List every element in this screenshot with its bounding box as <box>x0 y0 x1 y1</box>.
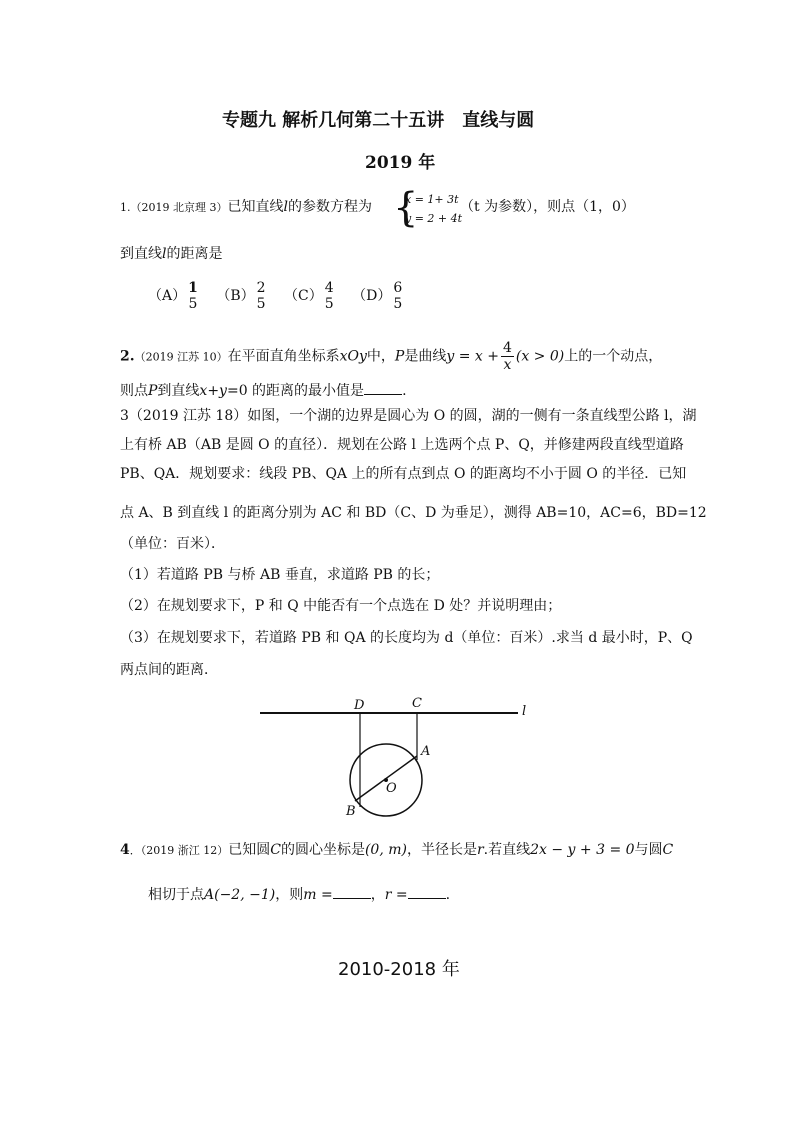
question-4-text: ，则 <box>275 887 304 903</box>
option-label: （C） <box>284 288 323 304</box>
question-2-number: 2. <box>120 348 135 365</box>
option-d[interactable] <box>352 280 404 312</box>
question-1-text: 的距离是 <box>166 246 223 262</box>
question-2-text: 到直线 <box>157 383 200 399</box>
question-4-text: .若直线 <box>483 842 531 858</box>
question-3-line: 3（2019 江苏 18）如图，一个湖的边界是圆心为 O 的圆，湖的一侧有一条直线型公路 l，湖 <box>120 408 697 424</box>
question-2-text: 是曲线 <box>404 348 447 365</box>
option-denominator: 5 <box>393 296 403 312</box>
question-1-text: 到直线 <box>120 246 162 262</box>
question-2-text: 在平面直角坐标系 <box>227 348 340 365</box>
equals-sign: = <box>316 887 333 903</box>
question-2-text: 则点 <box>120 383 148 399</box>
option-numerator: 2 <box>256 280 266 296</box>
radius-symbol: r <box>384 887 392 903</box>
question-1-param: （t 为参数），则点（1，0） <box>460 199 635 215</box>
answer-blank-m[interactable] <box>333 884 371 899</box>
answer-blank-r[interactable] <box>408 884 446 899</box>
option-denominator: 5 <box>188 296 198 312</box>
question-4-number: 4 <box>120 842 130 858</box>
point-p: P <box>394 348 405 365</box>
question-2-text: 上的一个动点， <box>564 348 663 365</box>
section-heading-2019: 2019 年 <box>365 153 436 173</box>
question-3-line: 两点间的距离． <box>120 662 218 678</box>
line-eq: x+y <box>199 383 227 399</box>
option-label: （B） <box>216 288 255 304</box>
point-p: P <box>148 383 158 399</box>
parametric-eq-2: y = 2 + 4t <box>405 212 463 225</box>
label-b: B <box>346 804 356 819</box>
question-4-text: 与圆 <box>634 842 663 858</box>
radius-symbol: r <box>476 842 484 858</box>
lake-road-figure <box>250 688 550 820</box>
line-symbol: l <box>283 199 288 215</box>
label-d: D <box>354 698 365 713</box>
page-title: 专题九 解析几何第二十五讲 直线与圆 <box>222 110 535 131</box>
label-c: C <box>412 696 422 711</box>
option-numerator: 4 <box>324 280 334 296</box>
option-label: （A） <box>148 288 187 304</box>
question-3-line: （3）在规划要求下，若道路 PB 和 QA 的长度均为 d（单位：百米）.求当 d 最小时，P、Q <box>120 630 693 646</box>
question-1-source: 1.（2019 北京理 3） <box>120 201 228 214</box>
label-a: A <box>421 744 431 759</box>
question-4-text: 的圆心坐标是 <box>280 842 365 858</box>
option-denominator: 5 <box>256 296 266 312</box>
question-1-text: 的参数方程为 <box>287 199 372 215</box>
question-2-text: 中， <box>366 348 395 365</box>
frac-denominator: x <box>503 357 512 373</box>
curve-eq-left: y = x + <box>446 348 499 365</box>
point-a: A(−2, −1) <box>204 887 276 903</box>
question-4-text: 已知圆 <box>228 842 271 858</box>
section-heading-2010-2018: 2010-2018 年 <box>338 959 460 980</box>
question-1-options <box>148 280 404 312</box>
circle-center: (0, m) <box>364 842 407 858</box>
parametric-eq-1: x = 1+ 3t <box>405 193 459 206</box>
question-4-text: ， <box>370 887 385 903</box>
question-1-line-2 <box>120 244 222 264</box>
question-4-text: ，半径长是 <box>406 842 477 858</box>
question-4-line-2 <box>148 884 450 905</box>
question-2-line-2 <box>120 380 407 401</box>
frac-numerator: 4 <box>502 340 512 356</box>
label-o: O <box>386 781 397 796</box>
option-a[interactable] <box>148 280 204 312</box>
line-symbol: l <box>162 246 167 262</box>
equals-sign: = <box>391 887 408 903</box>
question-4-source: ．（2019 浙江 12） <box>129 844 229 857</box>
circle-symbol: C <box>270 842 281 858</box>
curve-domain: (x > 0) <box>515 348 565 365</box>
question-2-source: （2019 江苏 10） <box>134 350 228 364</box>
question-3-line: 点 A、B 到直线 l 的距离分别为 AC 和 BD（C、D 为垂足），测得 AB=10，AC=6，BD=12 <box>120 505 707 521</box>
circle-symbol: C <box>662 842 674 858</box>
option-c[interactable] <box>284 280 340 312</box>
question-2-line-1 <box>120 340 662 373</box>
option-b[interactable] <box>216 280 272 312</box>
coord-system: xOy <box>339 348 367 365</box>
line-equation: 2x − y + 3 = 0 <box>530 842 635 858</box>
question-3-line: PB、QA．规划要求：线段 PB、QA 上的所有点到点 O 的距离均不小于圆 O 的半径．已知 <box>120 466 687 482</box>
question-1-text: 已知直线 <box>227 199 284 215</box>
option-denominator: 5 <box>324 296 334 312</box>
question-3-line: （2）在规划要求下，P 和 Q 中能否有一个点选在 D 处？并说明理由； <box>120 598 562 614</box>
parametric-brace: { <box>393 185 419 231</box>
question-4-line-1 <box>120 840 673 861</box>
answer-blank[interactable] <box>364 380 402 395</box>
question-4-text: . <box>445 887 451 903</box>
question-3-line: （1）若道路 PB 与桥 AB 垂直，求道路 PB 的长； <box>120 567 440 583</box>
option-numerator: 1 <box>188 280 198 296</box>
question-2-text: =0 的距离的最小值是 <box>226 383 365 399</box>
question-2-text: . <box>402 383 407 399</box>
question-1-line-1 <box>120 197 372 218</box>
label-l: l <box>522 704 527 719</box>
question-3-line: （单位：百米）． <box>120 536 225 552</box>
question-3-line: 上有桥 AB（AB 是圆 O 的直径）．规划在公路 l 上选两个点 P、Q，并修建两段直线型道路 <box>120 437 684 453</box>
option-numerator: 6 <box>393 280 403 296</box>
option-label: （D） <box>352 288 392 304</box>
question-4-text: 相切于点 <box>148 887 204 903</box>
m-symbol: m <box>303 887 317 903</box>
